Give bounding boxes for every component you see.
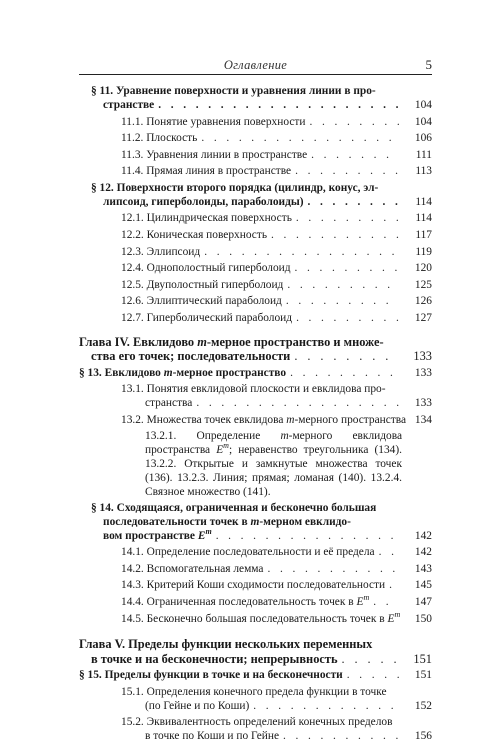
toc-entry-title: 14.1. Определение последовательности и её предела bbox=[121, 546, 375, 559]
toc-page-number: 133 bbox=[413, 349, 432, 364]
toc-chapter-title-cont: в точке и на бесконечности; непрерывность bbox=[91, 651, 338, 666]
toc-subsection-14-4[interactable] bbox=[79, 593, 432, 610]
toc-entry-title-cont: странстве bbox=[103, 98, 155, 111]
leader-dots bbox=[309, 116, 399, 130]
toc-page-number: 151 bbox=[414, 669, 432, 682]
leader-dots bbox=[196, 397, 399, 411]
leader-dots bbox=[379, 546, 399, 560]
toc-page-number: 143 bbox=[414, 562, 432, 575]
toc-entry-title-cont: в точке по Коши и по Гейне bbox=[145, 730, 280, 743]
leader-dots bbox=[296, 212, 399, 226]
toc-entry-title: § 12. Поверхности второго порядка (цилиндр, конус, эл- bbox=[91, 181, 379, 194]
leader-dots bbox=[342, 652, 399, 667]
toc-entry-title-cont: странства bbox=[145, 397, 193, 410]
toc-section-15[interactable] bbox=[79, 669, 432, 683]
running-head bbox=[79, 58, 432, 75]
toc-entry-title: 13.1. Понятия евклидовой плоскости и евклидова про- bbox=[121, 383, 386, 396]
toc-entry-title: 15.2. Эквивалентность определений конечных пределов bbox=[121, 716, 393, 729]
leader-dots bbox=[253, 700, 399, 714]
leader-dots bbox=[267, 563, 399, 577]
toc-subsection-12-5[interactable] bbox=[79, 279, 432, 293]
toc-entry-title: 11.1. Понятие уравнения поверхности bbox=[121, 115, 306, 128]
leader-dots bbox=[158, 99, 399, 113]
toc-entry-title: 12.3. Эллипсоид bbox=[121, 245, 201, 258]
toc-subsection-12-2[interactable] bbox=[79, 229, 432, 243]
toc-entry-title: 12.7. Гиперболический параболоид bbox=[121, 311, 293, 324]
toc-subsubsections-13-2: 13.2.1. Определение m-мерного евклидова пространства $E^m$; неравенство треугольника (134). 13.2.2. Открытые и замкнутые множества точек (136). 13.2.3. Линия; прямая; ломаная (140). 13.2.4. Связное множество (141). bbox=[145, 430, 402, 498]
toc-chapter-4[interactable] bbox=[79, 335, 432, 364]
toc-page-number: 119 bbox=[415, 245, 432, 258]
toc-subsection-14-3[interactable] bbox=[79, 579, 432, 593]
toc-page-number: 104 bbox=[414, 98, 432, 111]
toc-subsection-11-4[interactable] bbox=[79, 165, 432, 179]
toc-entry-title: 14.4. Ограниченная последовательность точек в $E^m$ bbox=[121, 593, 370, 608]
toc-subsection-13-2[interactable] bbox=[79, 414, 432, 428]
leader-dots bbox=[294, 349, 399, 364]
toc-page-number: 117 bbox=[415, 228, 432, 241]
toc-subsection-11-2[interactable] bbox=[79, 132, 432, 146]
toc-subsection-12-4[interactable] bbox=[79, 262, 432, 276]
toc-subsection-12-3[interactable] bbox=[79, 246, 432, 260]
toc-subsection-14-1[interactable] bbox=[79, 546, 432, 560]
toc-subsection-11-1[interactable] bbox=[79, 116, 432, 130]
toc-page-number: 120 bbox=[414, 262, 432, 275]
toc-subsection-15-2[interactable] bbox=[79, 716, 432, 744]
toc-subsection-12-1[interactable] bbox=[79, 212, 432, 226]
toc-entry-title: 11.3. Уравнения линии в пространстве bbox=[121, 148, 308, 161]
toc-entry-title: § 15. Пределы функции в точке и на бесконечности bbox=[79, 669, 343, 682]
toc-page-number: 114 bbox=[415, 195, 432, 208]
toc-chapter-title: Глава IV. Евклидово m-мерное пространство и множе- bbox=[79, 334, 384, 349]
toc-subsection-14-2[interactable] bbox=[79, 563, 432, 577]
toc-chapter-5[interactable] bbox=[79, 637, 432, 666]
toc-section-12[interactable] bbox=[79, 182, 432, 210]
toc-entry-title: 14.5. Бесконечно большая последовательность точек в $E^m$ bbox=[121, 609, 401, 625]
toc-page-number: 145 bbox=[414, 579, 432, 592]
toc-page-number: 142 bbox=[414, 546, 432, 559]
toc-entry-title: 12.1. Цилиндрическая поверхность bbox=[121, 212, 292, 225]
toc-entry-title: § 14. Сходящаяся, ограниченная и бесконечно большая bbox=[91, 501, 377, 514]
toc-page-number: 126 bbox=[414, 295, 432, 308]
toc-entry-title: § 13. Евклидово m-мерное пространство bbox=[79, 366, 287, 379]
leader-dots bbox=[295, 165, 399, 179]
toc-page-number: 147 bbox=[414, 595, 432, 608]
leader-dots bbox=[290, 367, 399, 381]
toc-page-number: 152 bbox=[414, 699, 432, 712]
leader-dots bbox=[347, 669, 399, 683]
toc-page-number: 114 bbox=[415, 212, 432, 225]
toc-entry-title-cont: последовательности точек в m-мерном евклидо- bbox=[103, 515, 351, 528]
leader-dots bbox=[389, 579, 399, 593]
toc-entry-title: 12.2. Коническая поверхность bbox=[121, 228, 268, 241]
toc-page-number: 156 bbox=[414, 730, 432, 743]
leader-dots bbox=[286, 295, 399, 309]
toc-subsection-12-6[interactable] bbox=[79, 295, 432, 309]
toc-page-number: 104 bbox=[414, 115, 432, 128]
toc-subsection-13-1[interactable] bbox=[79, 383, 432, 411]
toc-entry-title-cont: липсоид, гиперболоиды, параболоиды) bbox=[103, 195, 304, 208]
toc-section-14[interactable] bbox=[79, 502, 432, 544]
toc-entry-title: 12.6. Эллиптический параболоид bbox=[121, 295, 282, 308]
leader-dots bbox=[311, 149, 399, 163]
leader-dots bbox=[201, 132, 399, 146]
toc-page-number: 127 bbox=[414, 311, 432, 324]
toc-chapter-title: Глава V. Пределы функции нескольких переменных bbox=[79, 637, 373, 652]
toc-entry-title: 14.2. Вспомогательная лемма bbox=[121, 562, 264, 575]
toc-page-number: 142 bbox=[414, 529, 432, 542]
toc-entry-title: 12.5. Двуполостный гиперболоид bbox=[121, 278, 284, 291]
toc-entry-title: 14.3. Критерий Коши сходимости последовательности bbox=[121, 579, 386, 592]
toc-page-number: 106 bbox=[414, 132, 432, 145]
toc-page-number: 125 bbox=[414, 278, 432, 291]
toc-entry-title-cont: (по Гейне и по Коши) bbox=[145, 699, 250, 712]
toc-subsection-14-5[interactable] bbox=[79, 609, 432, 627]
toc-entry-title: 15.1. Определения конечного предела функции в точке bbox=[121, 685, 387, 698]
leader-dots bbox=[216, 530, 399, 544]
toc-chapter-title-cont: ства его точек; последовательности bbox=[91, 349, 291, 364]
toc-entry-title-cont: вом пространстве $E^m$ bbox=[103, 526, 212, 542]
toc-subsection-15-1[interactable] bbox=[79, 686, 432, 714]
toc-entry-title: 13.2. Множества точек евклидова m-мерного пространства bbox=[121, 413, 407, 426]
toc-section-13[interactable] bbox=[79, 367, 432, 381]
leader-dots bbox=[271, 229, 399, 243]
toc-entry-title: 12.4. Однополостный гиперболоид bbox=[121, 262, 291, 275]
leader-dots bbox=[204, 246, 399, 260]
toc-entry-title: 11.4. Прямая линия в пространстве bbox=[121, 165, 292, 178]
toc-section-11[interactable] bbox=[79, 85, 432, 113]
toc-entry-title: 11.2. Плоскость bbox=[121, 132, 198, 145]
toc-page-number: 133 bbox=[414, 366, 432, 379]
page-number: 5 bbox=[425, 57, 432, 72]
leader-dots bbox=[308, 196, 399, 210]
toc-page-number: 113 bbox=[415, 165, 432, 178]
toc-entry-title: § 11. Уравнение поверхности и уравнения линии в про- bbox=[91, 85, 376, 97]
toc-subsection-11-3[interactable] bbox=[79, 149, 432, 163]
running-title: Оглавление bbox=[223, 58, 288, 72]
toc-subsection-12-7[interactable] bbox=[79, 312, 432, 326]
toc-page-number: 134 bbox=[414, 413, 432, 426]
toc-page-number: 133 bbox=[414, 397, 432, 410]
table-of-contents bbox=[79, 85, 432, 747]
toc-page-number: 150 bbox=[414, 612, 432, 625]
toc-page-number: 111 bbox=[415, 148, 432, 161]
leader-dots bbox=[287, 279, 399, 293]
leader-dots bbox=[295, 262, 399, 276]
leader-dots bbox=[283, 730, 399, 744]
leader-dots bbox=[373, 596, 399, 610]
leader-dots bbox=[296, 312, 399, 326]
toc-page-number: 151 bbox=[413, 651, 432, 666]
